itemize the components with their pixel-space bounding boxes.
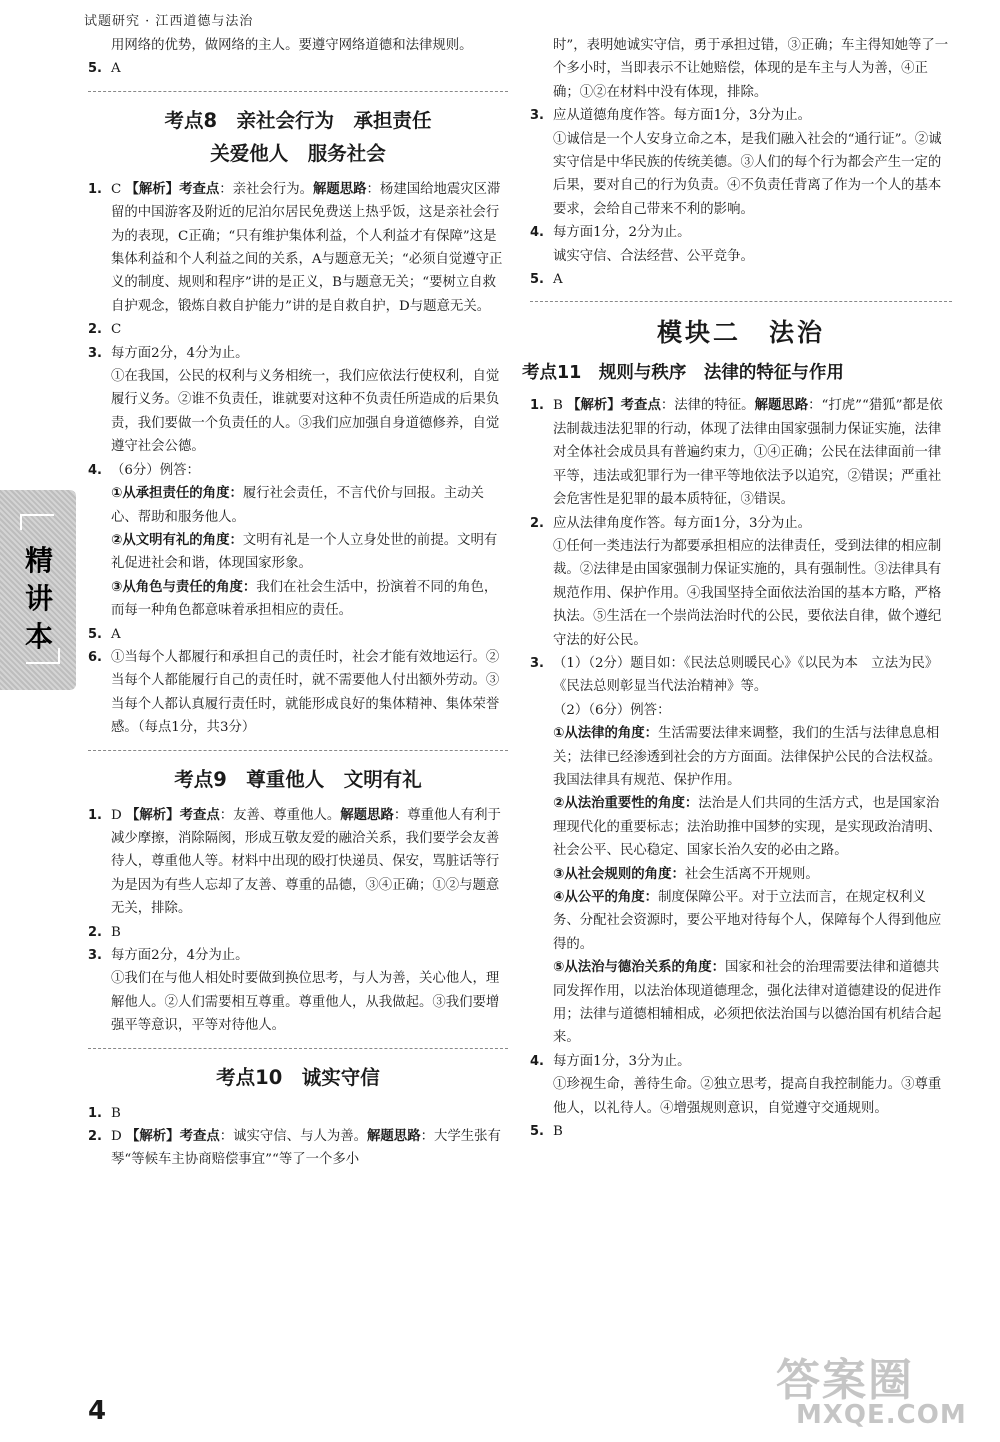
module-title: 模块二 法治 [656,318,825,348]
answer-detail: ①在我国，公民的权利与义务相统一，我们应依法行使权利，自觉履行义务。②谁不负责任，谁就要对这种不负责任所造成的后果负责，我们要做一个负责任的人。③我们应加强自身道德修养，自觉遵守社会公德。 [111,369,500,455]
answer-detail: 诚实守信、合法经营、公平竞争。 [553,248,754,264]
answer-point: ⑤从法治与德治关系的角度：国家和社会的治理需要法律和道德共同发挥作用，以法治体现道德理念，强化法律对道德建设的促进作用；法律与道德相辅相成，必须把依法治国与以德治国有机结合起来。 [553,960,942,1046]
answer-point: ②从法治重要性的角度：法治是人们共同的生活方式，也是国家治理现代化的重要标志；法治助推中国梦的实现，是实现政治清明、社会公平、民心稳定、国家长治久安的必由之路。 [553,796,942,859]
answer-item: 4. 每方面1分，2分为止。 [530,225,691,241]
section-title-10: 考点10 诚实守信 [216,1065,380,1089]
divider [530,301,952,302]
page-header: 试题研究 · 江西道德与法治 [84,14,254,29]
answer-item: 2. D 【解析】考查点：诚实守信、与人为善。解题思路：大学生张有琴“等候车主协商赔偿事宜”“等了一个多小 [88,1129,501,1168]
continued-text: 用网络的优势，做网络的主人。要遵守网络道德和法律规则。 [111,38,473,53]
answer-item: 5. A [530,272,563,288]
answer-item: 6. ①当每个人都履行和承担自己的责任时，社会才能有效地运行。②当每个人都能履行自己的责任时，就不需要他人付出额外劳动。③当每个人都认真履行责任时，就能形成良好的集体精神、集体荣誉感。（每点1分，共3分） [88,649,500,736]
answer-item: 1. C 【解析】考查点：亲社会行为。解题思路：杨建国给地震灾区滞留的中国游客及附近的尼泊尔居民免费送上热乎饭，这是亲社会行为的表现，C正确；“只有维护集体利益，个人利益才有保障”这是集体利益和个人利益之间的关系，A与题意无关；“必须自觉遵守正义的制度、规则和程序”讲的是正义，B与题意无关；“要树立自救自护观念，锻炼自救自护能力”讲的是自救自护，D与题意无关。 [88,181,503,314]
answer-item: 4. 每方面1分，3分为止。 [530,1053,691,1069]
bracket-bottom-decoration [26,648,60,664]
answer-item: 3. 应从道德角度作答。每方面1分，3分为止。 [530,108,812,124]
section-title-9: 考点9 尊重他人 文明有礼 [174,767,422,791]
section-title-11: 考点11 规则与秩序 法律的特征与作用 [522,363,844,384]
answer-point: ②从文明有礼的角度：文明有礼是一个人立身处世的前提。文明有礼促进社会和谐，体现国家形象。 [111,532,498,572]
answer-detail: ①任何一类违法行为都要承担相应的法律责任，受到法律的相应制裁。②法律是由国家强制力保证实施的，具有强制性。③法律具有规范作用、保护作用。④我国坚持全面依法治国的基本方略，严格执法。⑤生活在一个崇尚法治时代的公民，要依法自律，做个遵纪守法的好公民。 [553,538,942,648]
answer-point: ③从角色与责任的角度：我们在社会生活中，扮演着不同的角色，而每一种角色都意味着承担相应的责任。 [111,579,498,619]
answer-item: 1. B 【解析】考查点：法律的特征。解题思路：“打虎”“猎狐”都是依法制裁违法犯罪的行动，体现了法律由国家强制力保证实施，法律对全体社会成员具有普遍约束力，①④正确；公民在法律面前一律平等，违法或犯罪行为一律平等地依法予以追究，②错误；严重社会危害性是犯罪的最本质特征，③错误。 [530,398,943,508]
answer-item: 2. B [88,924,121,940]
answer-point: ①从承担责任的角度：履行社会责任，不言代价与回报。主动关心、帮助和服务他人。 [111,486,484,525]
answer-detail: ①诚信是一个人安身立命之本，是我们融入社会的“通行证”。②诚实守信是中华民族的传统美德。③人们的每个行为都会产生一定的后果，要对自己的行为负责。④不负责任背离了作为一个人的基本要求，会给自己带来不利的影响。 [553,131,942,217]
answer-item: 2. 应从法律角度作答。每方面1分，3分为止。 [530,515,812,531]
answer-item: 3. 每方面2分，4分为止。 [88,948,249,963]
answer-item: 3. 每方面2分，4分为止。 [88,345,249,361]
divider [88,91,508,92]
answer-item: 2. C [88,322,122,338]
divider [88,1048,508,1049]
answer-point: ①从法律的角度：生活需要法律来调整，我们的生活与法律息息相关；法律已经渗透到社会的方方面面。法律保护公民的合法权益。我国法律具有规范、保护作用。 [553,726,942,788]
left-column [88,34,508,1172]
divider [88,750,508,751]
answer-item: 5. A [88,626,121,642]
side-tab [0,490,76,690]
answer-item: 5. A [88,61,121,77]
answer-item: 1. D 【解析】考查点：友善、尊重他人。解题思路：尊重他人有利于减少摩擦，消除隔阂，形成互敬友爱的融洽关系，我们要学会友善待人，尊重他人等。材料中出现的殴打快递员、保安，骂脏话等行为是因为有些人忘却了友善、尊重的品德，③④正确；①②与题意无关，排除。 [88,807,501,917]
page-number: 4 [88,1396,107,1426]
answer-point: ④从公平的角度：制度保障公平。对于立法而言，在规定权利义务、分配社会资源时，要公平地对待每个人，保障每个人得到他应得的。 [553,890,942,952]
answer-item: 4. （6分）例答： [88,462,200,478]
answer-detail: ①珍视生命，善待生命。②独立思考，提高自我控制能力。③尊重他人，以礼待人。④增强规则意识，自觉遵守交通规则。 [553,1077,942,1116]
section-title-8: 考点8 亲社会行为 承担责任 关爱他人 服务社会 [164,108,432,165]
answer-detail: ①我们在与他人相处时要做到换位思考，与人为善，关心他人，理解他人。②人们需要相互尊重。尊重他人，从我做起。③我们要增强平等意识，平等对待他人。 [111,971,500,1034]
watermark-logo: 答案圈 MXQE.COM [776,1355,967,1430]
answer-item: 1. B [88,1105,121,1121]
answer-point: ③从社会规则的角度：社会生活离不开规则。 [553,866,819,882]
answer-item: 5. B [530,1124,563,1140]
right-column [522,34,952,1143]
side-tab-label: 精讲本 [24,544,53,653]
continued-text: 时”，表明她诚实守信，勇于承担过错，③正确；车主得知她等了一个多小时，当即表示不让她赔偿，体现的是车主与人为善，④正确；①②在材料中没有体现，排除。 [553,38,949,100]
answer-item: 3. （1）（2分）题目如：《民法总则暖民心》《以民为本 立法为民》《民法总则彰显当代法治精神》等。 [530,655,939,695]
bracket-top-decoration [20,514,54,530]
answer-detail: （2）（6分）例答： [553,702,671,718]
